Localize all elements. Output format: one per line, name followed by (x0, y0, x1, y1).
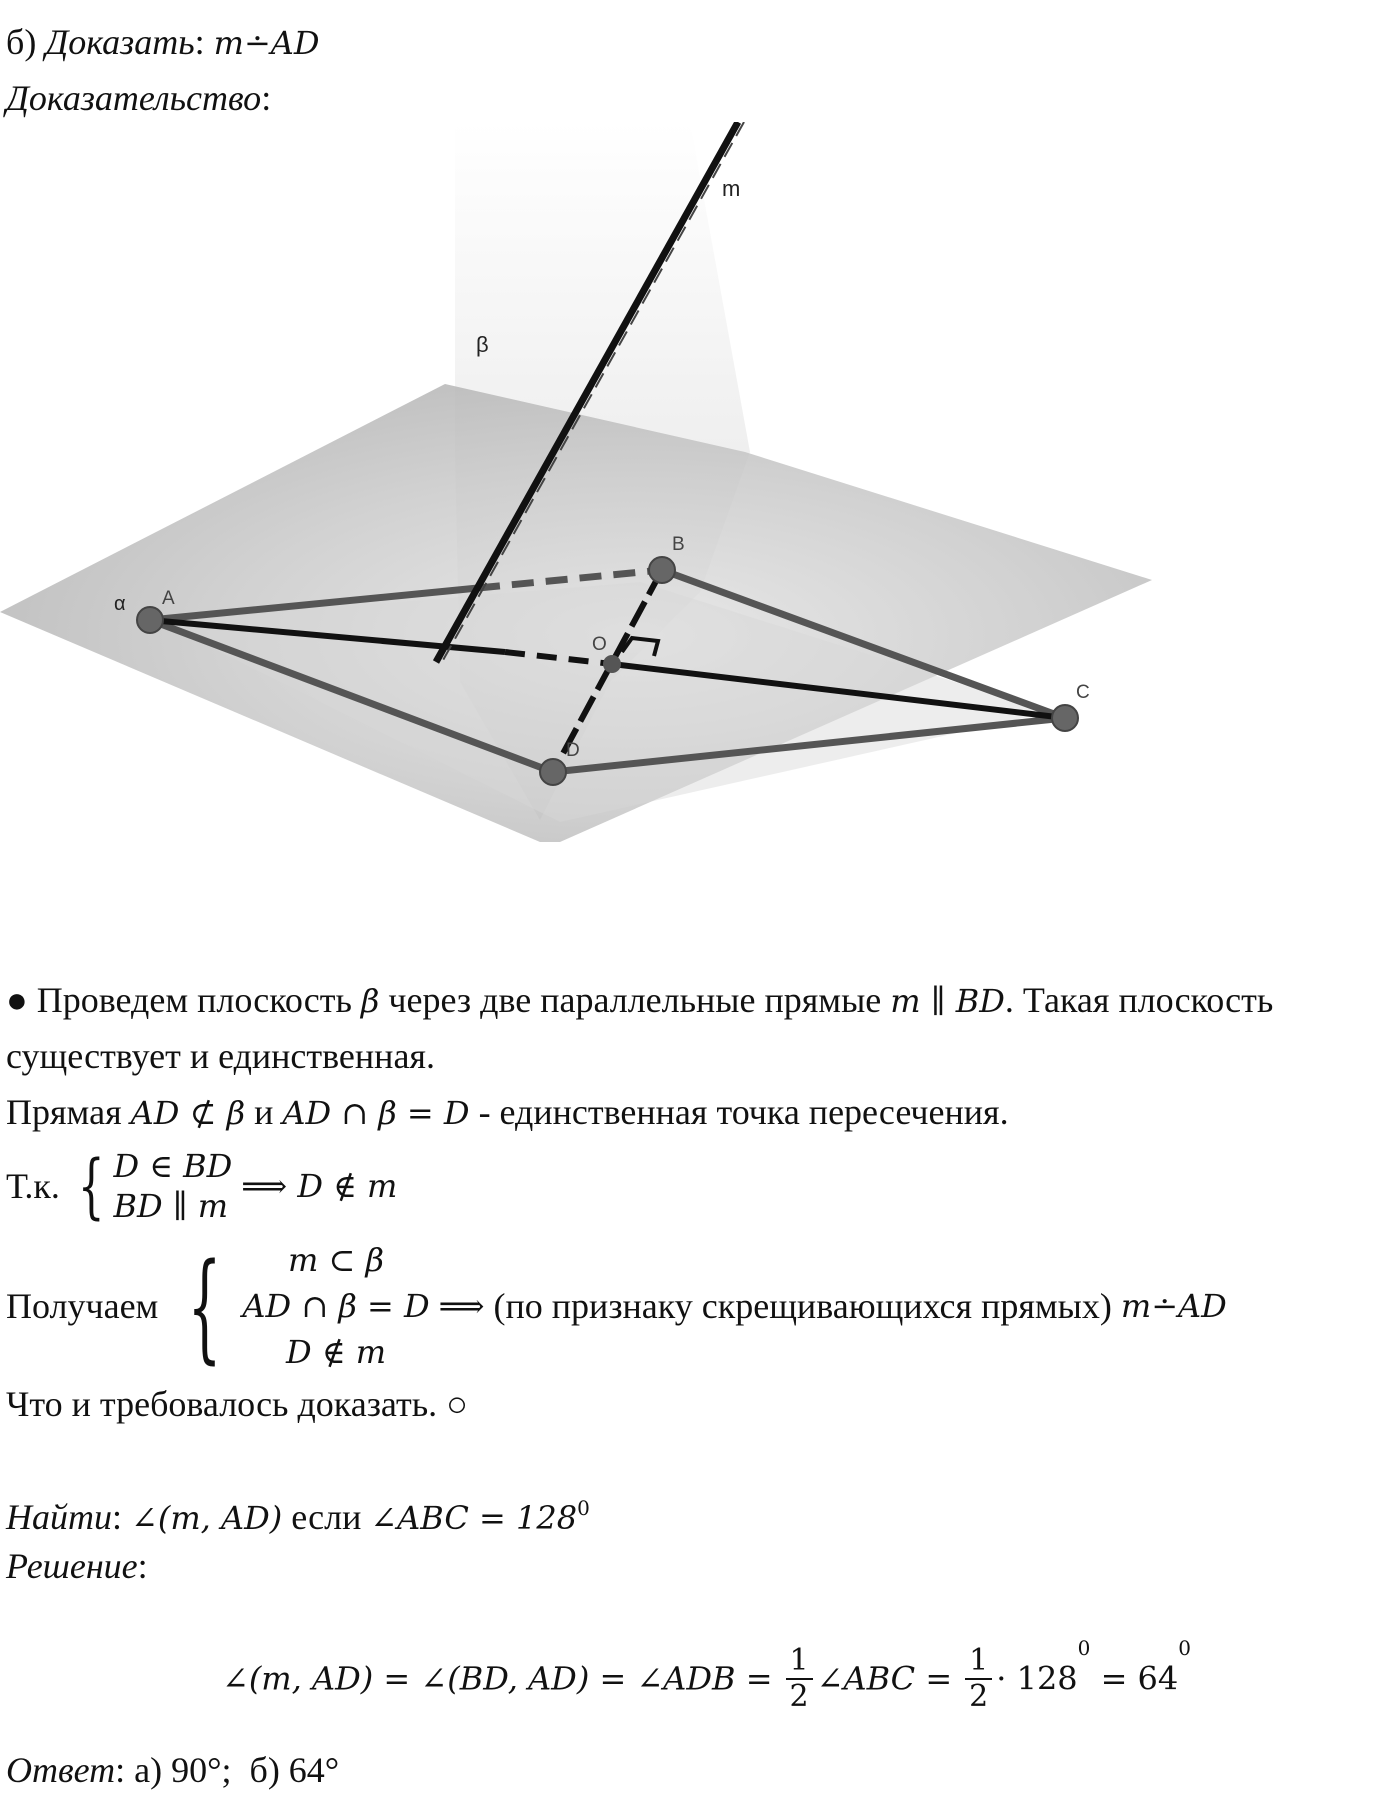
point-A (137, 607, 163, 633)
label-O: O (592, 634, 607, 655)
label-m: m (722, 176, 741, 201)
point-D (540, 759, 566, 785)
label-C: C (1076, 682, 1090, 703)
label-beta: β (476, 332, 489, 357)
label-B: B (672, 534, 685, 555)
brace: { (77, 1145, 105, 1227)
qed-line: Что и требовалось доказать. ○ (6, 1384, 468, 1424)
proof-heading (6, 76, 271, 120)
find-line: Найти: ∠(m, AD) если ∠ABC = $128^0$ (6, 1496, 590, 1537)
get-system: Получаем { m ⊂ β AD ∩ β = D D ∉ m ⟹ (по признаку скрещивающихся прямых) m∸AD (6, 1237, 1227, 1375)
since-system: Т.к. { D ∈ BD BD ∥ m ⟹ D ∉ m (6, 1145, 398, 1227)
solution-equation: ∠(m, AD) = ∠(BD, AD) = ∠ADB = $\frac{1}{2}$ ∠ABC = $\frac{1}{2}$ · $128^0 = 64^0$ (222, 1636, 1191, 1714)
fraction-one-half: $\frac{1}{2}$ (786, 1644, 813, 1714)
fraction-one-half: $\frac{1}{2}$ (965, 1644, 992, 1714)
point-O (603, 655, 621, 673)
solution-heading: Решение: (6, 1546, 148, 1586)
proof-label: Доказательство (6, 78, 262, 118)
part-label: б) (6, 22, 37, 62)
geometry-figure (0, 122, 1180, 960)
proof-line-2: существует и единственная. (6, 1036, 435, 1076)
answer-line: Ответ: а) 90°; б) 64° (6, 1750, 340, 1790)
label-D: D (566, 740, 580, 761)
point-C (1052, 705, 1078, 731)
brace: { (187, 1237, 222, 1375)
point-B (649, 557, 675, 583)
label-A: A (162, 588, 175, 609)
prove-statement: m∸AD (213, 24, 320, 62)
proof-line-3: Прямая AD ⊄ β и AD ∩ β = D - единственная точка пересечения. (6, 1092, 1009, 1132)
label-alpha: α (114, 593, 126, 615)
proof-line-1: ● Проведем плоскость β через две параллельные прямые m ∥ BD. Такая плоскость (6, 980, 1274, 1020)
prove-label: Доказать (45, 22, 195, 62)
prove-line (6, 20, 320, 65)
proof-colon: : (261, 78, 272, 118)
prove-colon: : (194, 22, 205, 62)
